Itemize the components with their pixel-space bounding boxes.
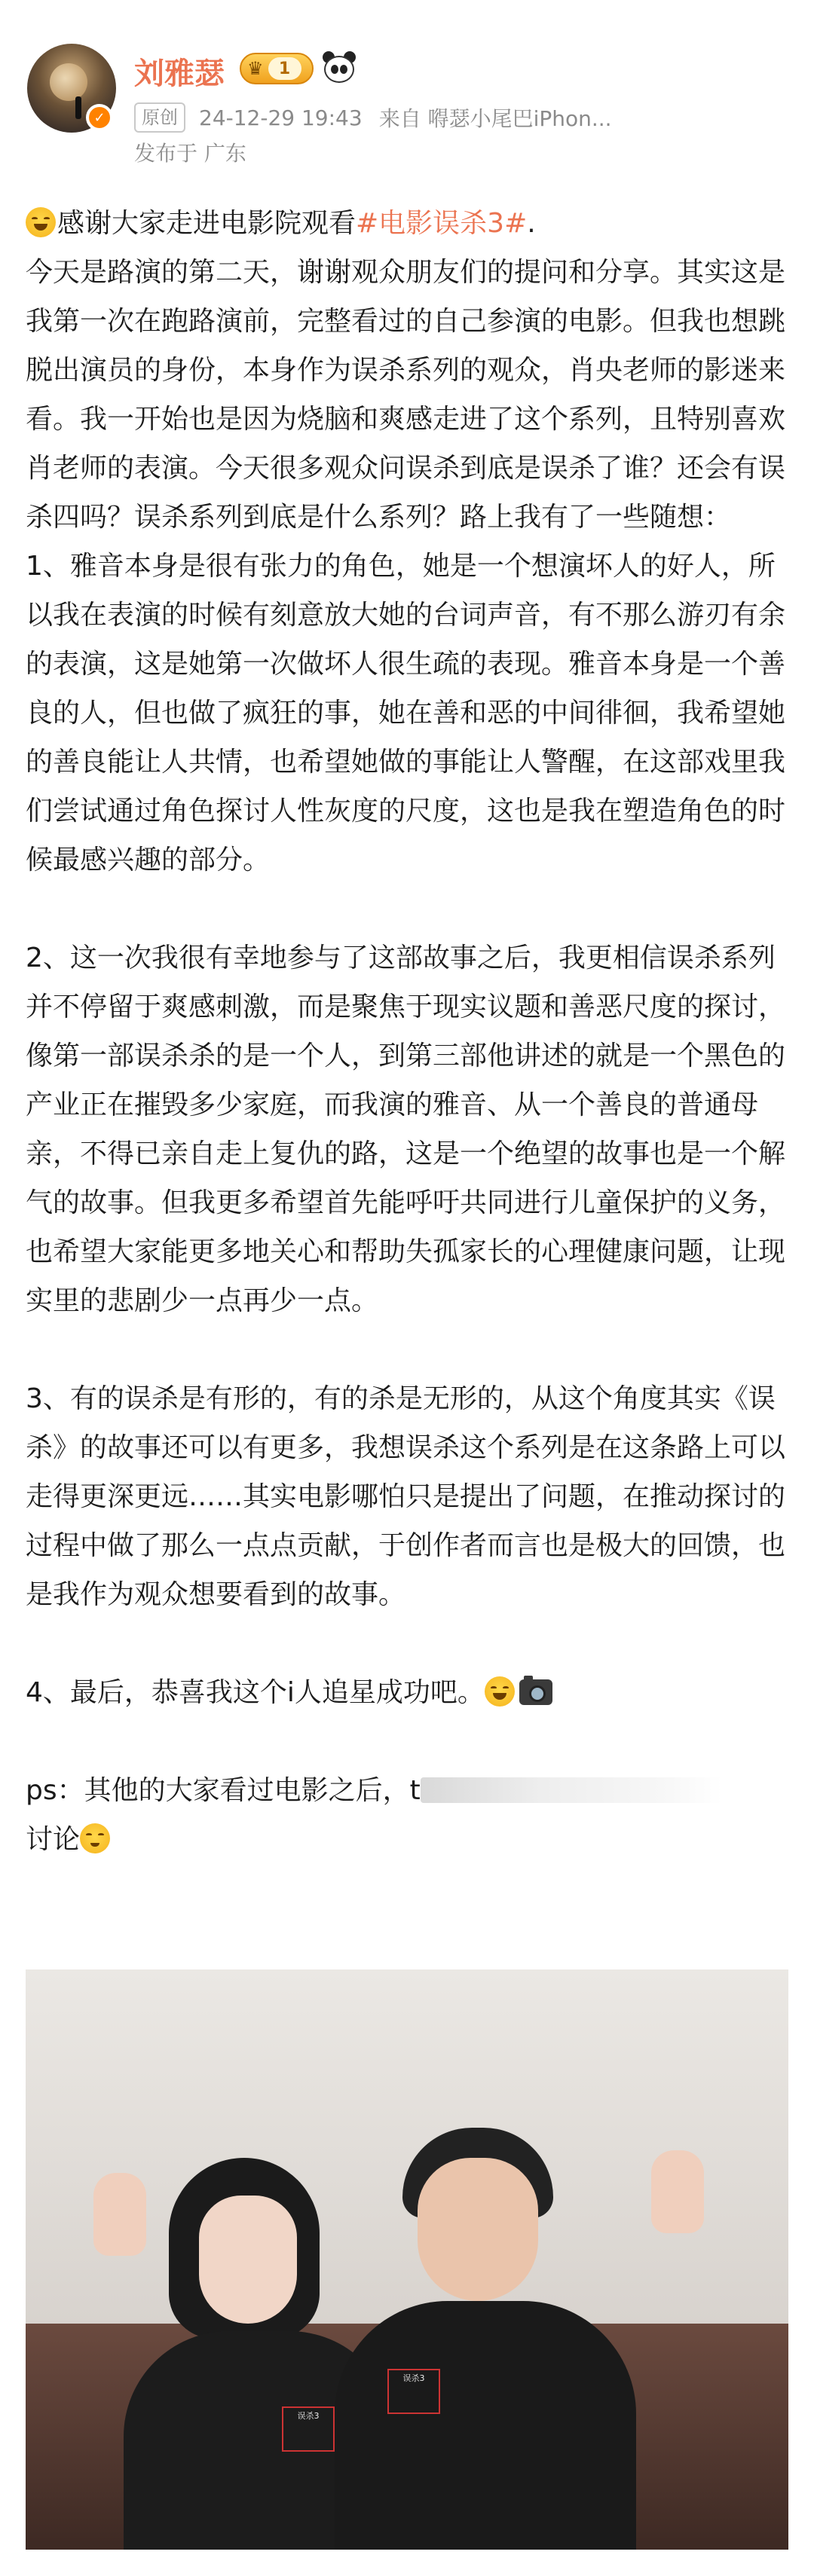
post-meta xyxy=(134,102,612,133)
hashtag-link[interactable]: #电影误杀3# xyxy=(356,208,528,239)
ps-text: ps：其他的大家看过电影之后， xyxy=(26,1775,410,1806)
original-tag: 原创 xyxy=(134,102,185,133)
post-photo[interactable] xyxy=(26,1969,788,2550)
photo-person-left xyxy=(169,2158,320,2550)
level-number: 1 xyxy=(268,57,301,80)
photo-hand-left xyxy=(93,2173,146,2256)
laugh-emoji-icon xyxy=(26,207,56,237)
blurred-text xyxy=(421,1777,722,1803)
ps-line xyxy=(26,1766,788,1815)
panda-icon[interactable] xyxy=(321,50,357,86)
author-name[interactable]: 刘雅瑟 xyxy=(134,57,225,91)
crown-icon: ♛ xyxy=(247,58,264,79)
ps-tail: t xyxy=(409,1775,421,1806)
post-location: 发布于 广东 xyxy=(134,141,246,166)
shirt-print-left: 误杀3 xyxy=(282,2406,335,2452)
shirt-print-right: 误杀3 xyxy=(387,2369,440,2414)
paragraph-4-text: 4、最后，恭喜我这个i人追星成功吧。 xyxy=(26,1677,485,1708)
avatar-moon xyxy=(50,63,87,101)
photo-hand-right xyxy=(651,2150,704,2233)
crown-badge-icon[interactable] xyxy=(240,53,314,84)
paragraph-1: 1、雅音本身是很有张力的角色，她是一个想演坏人的好人，所以我在表演的时候有刻意放大她的台词声音，有不那么游刃有余的表演，这是她第一次做坏人很生疏的表现。雅音本身是一个善良的人，但也做了疯狂的事，她在善和恶的中间徘徊，我希望她的善良能让人共情，也希望她做的事能让人警醒，在这部戏里我们尝试通过角色探讨人性灰度的尺度，这也是我在塑造角色的时候最感兴趣的部分。 xyxy=(26,551,786,875)
avatar-figure xyxy=(75,96,81,119)
verified-icon: ✓ xyxy=(86,104,113,131)
intro-suffix: . xyxy=(527,208,536,239)
intro-text: 感谢大家走进电影院观看 xyxy=(57,208,357,239)
photo-person-right xyxy=(402,2128,553,2550)
post-header xyxy=(0,0,814,181)
paragraph-2: 2、这一次我很有幸地参与了这部故事之后，我更相信误杀系列并不停留于爽感刺激，而是聚焦于现实议题和善恶尺度的探讨，像第一部误杀杀的是一个人，到第三部他讲述的就是一个黑色的产业正在摧毁多少家庭，而我演的雅音、从一个善良的普通母亲，不得已亲自走上复仇的路，这是一个绝望的故事也是一个解气的故事。但我更多希望首先能呼吁共同进行儿童保护的义务，也希望大家能更多地关心和帮助失孤家长的心理健康问题，让现实里的悲剧少一点再少一点。 xyxy=(26,943,786,1316)
post-source[interactable]: 来自 嘚瑟小尾巴iPhon... xyxy=(378,106,612,131)
camera-icon xyxy=(519,1679,552,1705)
ps-line-2 xyxy=(26,1815,788,1864)
post-content xyxy=(26,199,788,1864)
party-emoji-icon xyxy=(485,1676,515,1707)
paragraph-4 xyxy=(26,1668,788,1717)
intro-line xyxy=(26,199,788,248)
post-timestamp: 24-12-29 19:43 xyxy=(199,105,363,130)
ps-suffix: 讨论 xyxy=(26,1824,81,1855)
paragraph-3: 3、有的误杀是有形的，有的杀是无形的，从这个角度其实《误杀》的故事还可以有更多，我想误杀这个系列是在这条路上可以走得更深更远……其实电影哪怕只是提出了问题，在推动探讨的过程中做了那么一点点贡献，于创作者而言也是极大的回馈，也是我作为观众想要看到的故事。 xyxy=(26,1383,786,1610)
paragraph-intro: 今天是路演的第二天，谢谢观众朋友们的提问和分享。其实这是我第一次在跑路演前，完整看过的自己参演的电影。但我也想跳脱出演员的身份，本身作为误杀系列的观众，肖央老师的影迷来看。我一开始也是因为烧脑和爽感走进了这个系列，且特别喜欢肖老师的表演。今天很多观众问误杀到底是误杀了谁？还会有误杀四吗？误杀系列到底是什么系列？路上我有了一些随想： xyxy=(26,257,786,533)
thinking-emoji-icon xyxy=(80,1823,110,1853)
